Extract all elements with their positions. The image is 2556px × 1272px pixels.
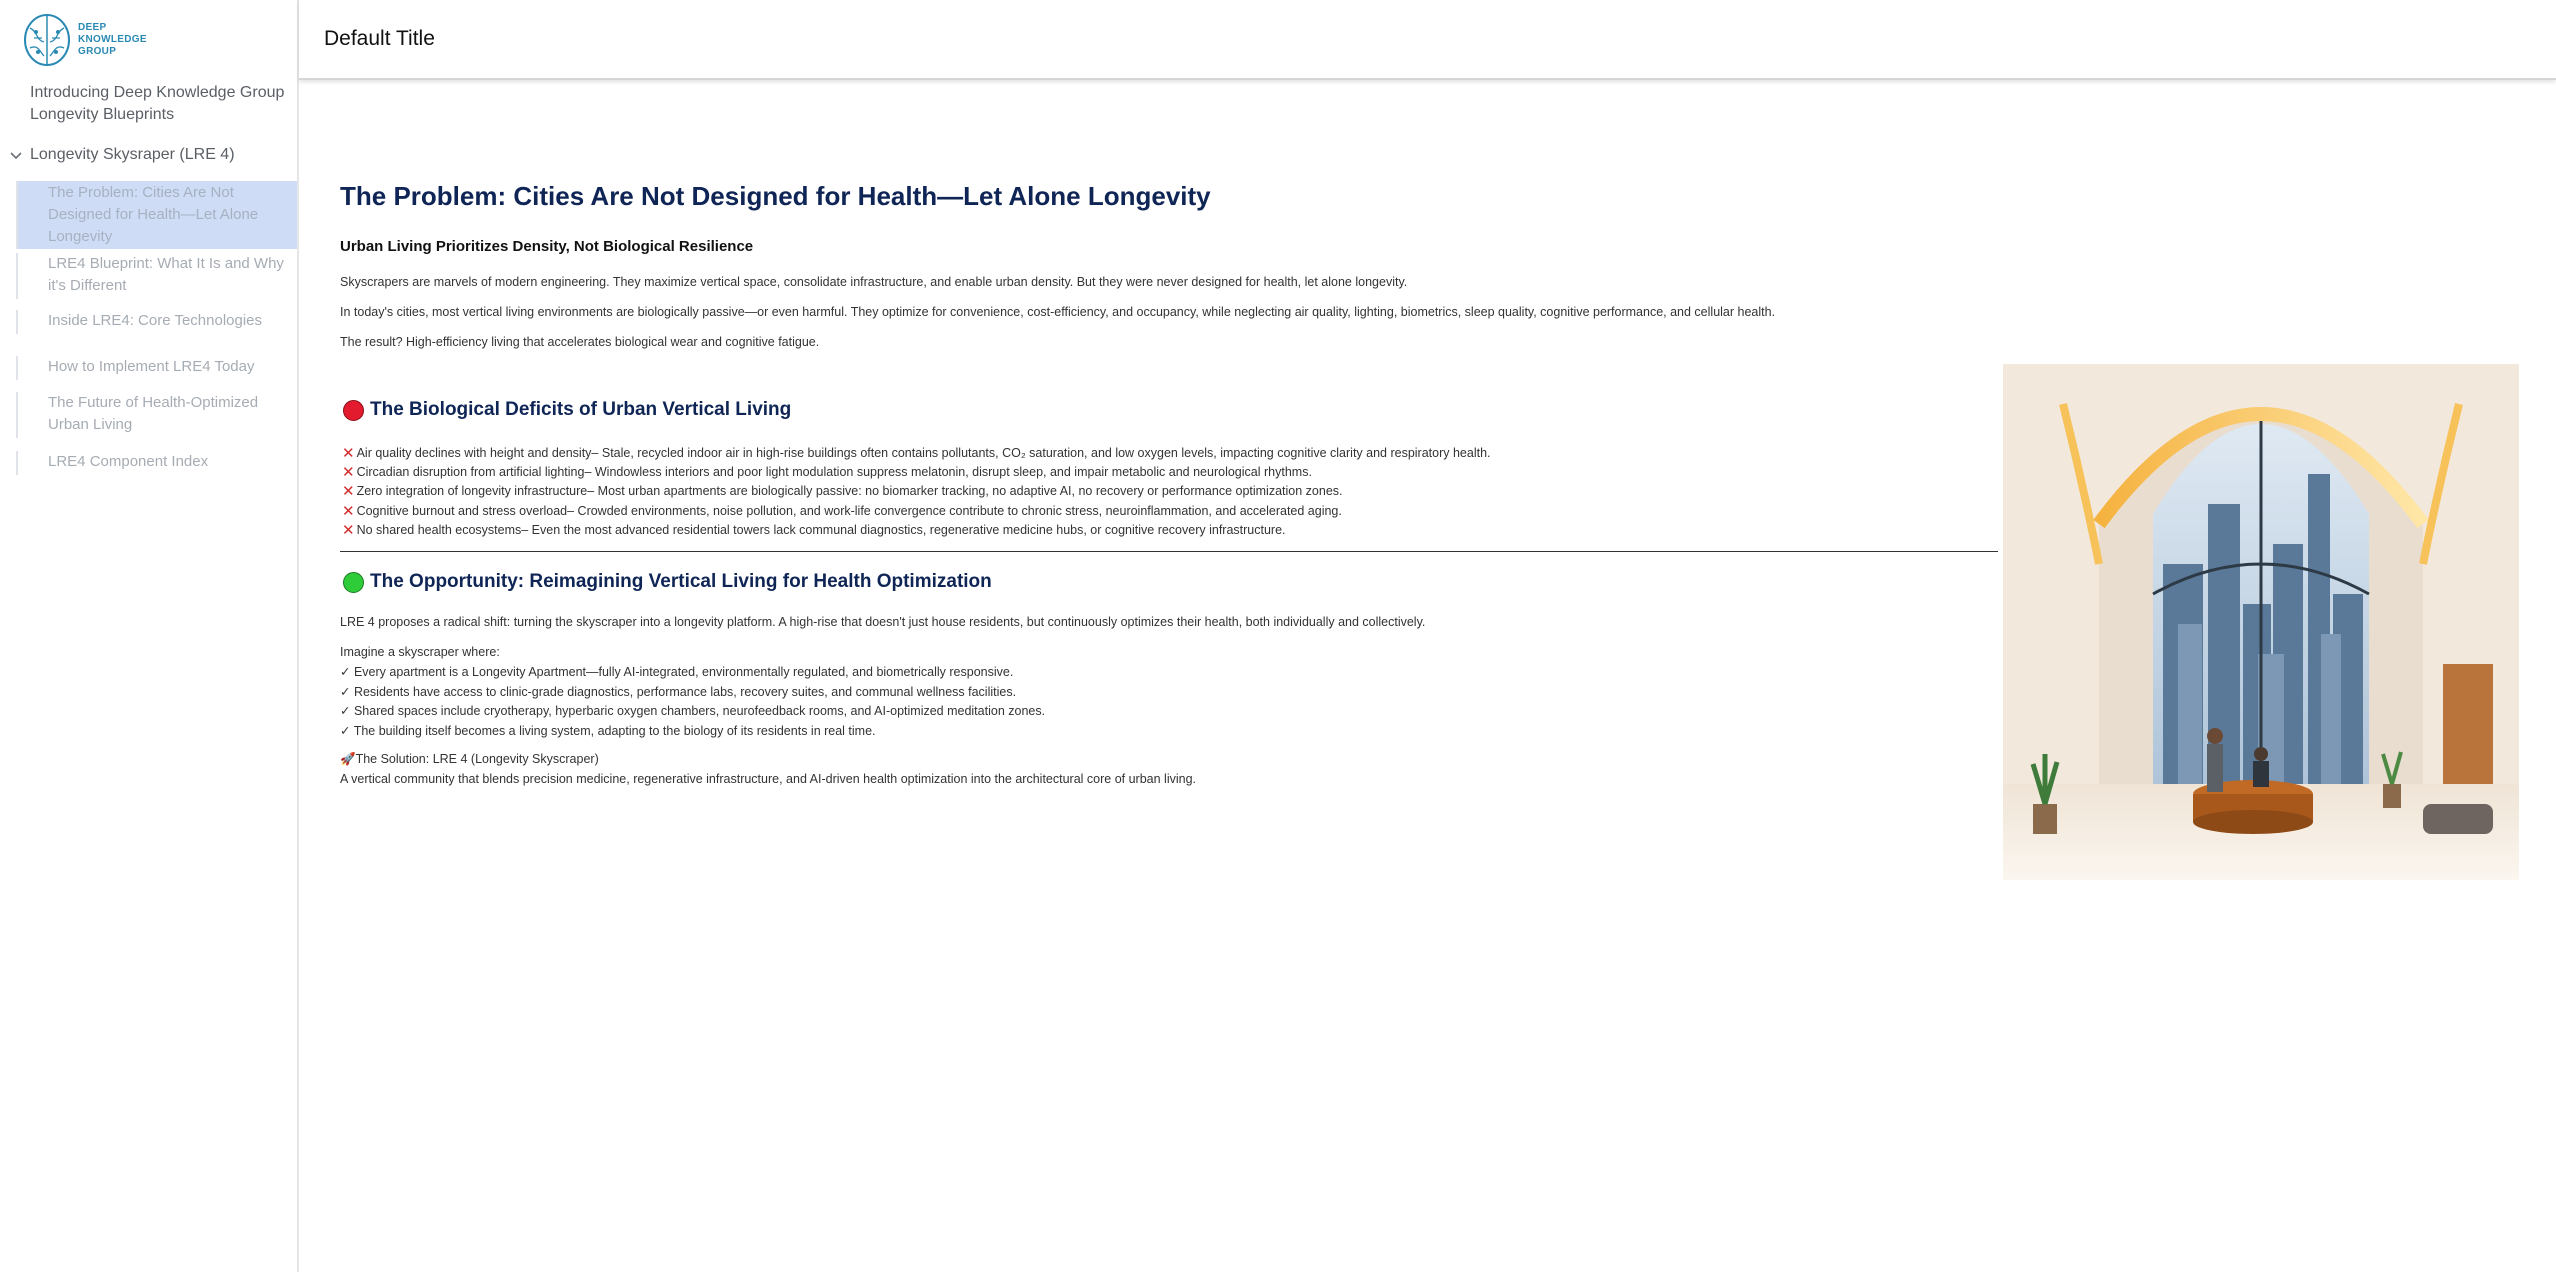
check-item: ✓ Every apartment is a Longevity Apartment—fully AI-integrated, environmentally regulated, and biometrically responsive.	[340, 665, 1014, 679]
skyscraper-lounge-illustration	[2003, 364, 2519, 880]
sidebar	[0, 0, 299, 1272]
check-item: ✓ The building itself becomes a living system, adapting to the biology of its residents in real time.	[340, 724, 876, 738]
deficit-item	[340, 463, 1312, 481]
logo-line-3: GROUP	[78, 46, 117, 57]
brain-logo-icon	[22, 12, 72, 68]
sidebar-item-problem[interactable]: The Problem: Cities Are Not Designed for Health—Let Alone Longevity	[16, 181, 297, 249]
deficit-item	[340, 444, 1491, 462]
check-item: ✓ Residents have access to clinic-grade diagnostics, performance labs, recovery suites, and communal wellness facilities.	[340, 685, 1017, 699]
logo-line-2: KNOWLEDGE	[78, 34, 147, 45]
deficit-text: No shared health ecosystems– Even the most advanced residential towers lack communal diagnostics, regenerative medicine hubs, or cognitive recovery infrastructure.	[356, 523, 1286, 537]
solution-title: 🚀The Solution: LRE 4 (Longevity Skyscraper)	[340, 752, 599, 766]
sidebar-item-intro[interactable]: Introducing Deep Knowledge Group Longevity Blueprints	[30, 84, 285, 123]
deficit-text: Air quality declines with height and density– Stale, recycled indoor air in high-rise buildings often contains pollutants, CO₂ saturation, and low oxygen levels, impacting cognitive clarity and respiratory health.	[356, 446, 1491, 460]
cross-mark-icon: ✕	[342, 522, 355, 539]
sidebar-item-core-technologies[interactable]: Inside LRE4: Core Technologies	[16, 310, 297, 334]
cross-mark-icon: ✕	[342, 483, 355, 500]
section-divider	[340, 551, 1998, 552]
opportunity-heading	[340, 571, 992, 593]
deficits-heading	[340, 399, 791, 421]
chevron-down-icon[interactable]	[8, 148, 24, 164]
deficit-text: Zero integration of longevity infrastructure– Most urban apartments are biologically passive: no biomarker tracking, no adaptive AI, no recovery or performance optimization zones.	[356, 484, 1343, 498]
paragraph-1: Skyscrapers are marvels of modern engineering. They maximize vertical space, consolidate infrastructure, and enable urban density. But they were never designed for health, let alone longevity.	[340, 275, 1408, 289]
sidebar-section-lre4[interactable]: Longevity Skysraper (LRE 4)	[30, 146, 235, 163]
article-subtitle: Urban Living Prioritizes Density, Not Biological Resilience	[340, 238, 754, 255]
article-title: The Problem: Cities Are Not Designed for Health—Let Alone Longevity	[340, 181, 1211, 211]
logo-line-1: DEEP	[78, 22, 107, 33]
deficit-item	[340, 502, 1342, 520]
imagine-intro: Imagine a skyscraper where:	[340, 645, 500, 659]
deficit-item	[340, 521, 1286, 539]
paragraph-4: LRE 4 proposes a radical shift: turning the skyscraper into a longevity platform. A high-rise that doesn't just house residents, but continuously optimizes their health, both individually and collectively.	[340, 615, 1426, 629]
cross-mark-icon: ✕	[342, 445, 355, 462]
deficit-text: Circadian disruption from artificial lighting– Windowless interiors and poor light modulation suppress melatonin, disrupt sleep, and impair metabolic and neurological rhythms.	[356, 465, 1312, 479]
sidebar-item-implement[interactable]: How to Implement LRE4 Today	[16, 356, 297, 380]
red-circle-icon	[343, 400, 364, 421]
deficits-heading-text: The Biological Deficits of Urban Vertical Living	[370, 399, 792, 420]
deficit-item	[340, 482, 1343, 500]
check-item: ✓ Shared spaces include cryotherapy, hyperbaric oxygen chambers, neurofeedback rooms, and AI-optimized meditation zones.	[340, 704, 1046, 718]
company-logo[interactable]	[22, 12, 147, 68]
top-header	[299, 0, 2556, 80]
opportunity-heading-text: The Opportunity: Reimagining Vertical Living for Health Optimization	[370, 571, 992, 592]
solution-text: A vertical community that blends precision medicine, regenerative infrastructure, and AI-driven health optimization into the architectural core of urban living.	[340, 772, 1196, 786]
deficit-text: Cognitive burnout and stress overload– Crowded environments, noise pollution, and work-life convergence contribute to chronic stress, neuroinflammation, and accelerated aging.	[356, 504, 1342, 518]
page-title: Default Title	[324, 27, 435, 50]
sidebar-item-blueprint[interactable]: LRE4 Blueprint: What It Is and Why it's Different	[16, 253, 297, 299]
logo-wordmark	[78, 22, 147, 58]
green-circle-icon	[343, 572, 364, 593]
paragraph-2: In today's cities, most vertical living environments are biologically passive—or even harmful. They optimize for convenience, cost-efficiency, and occupancy, while neglecting air quality, lighting, biometrics, sleep quality, cognitive performance, and cellular health.	[340, 305, 1776, 319]
cross-mark-icon: ✕	[342, 503, 355, 520]
sidebar-item-component-index[interactable]: LRE4 Component Index	[16, 451, 297, 475]
cross-mark-icon: ✕	[342, 464, 355, 481]
paragraph-3: The result? High-efficiency living that accelerates biological wear and cognitive fatigue.	[340, 335, 820, 349]
sidebar-item-future[interactable]: The Future of Health-Optimized Urban Living	[16, 392, 297, 438]
skyscraper-lounge-image	[2003, 364, 2519, 880]
